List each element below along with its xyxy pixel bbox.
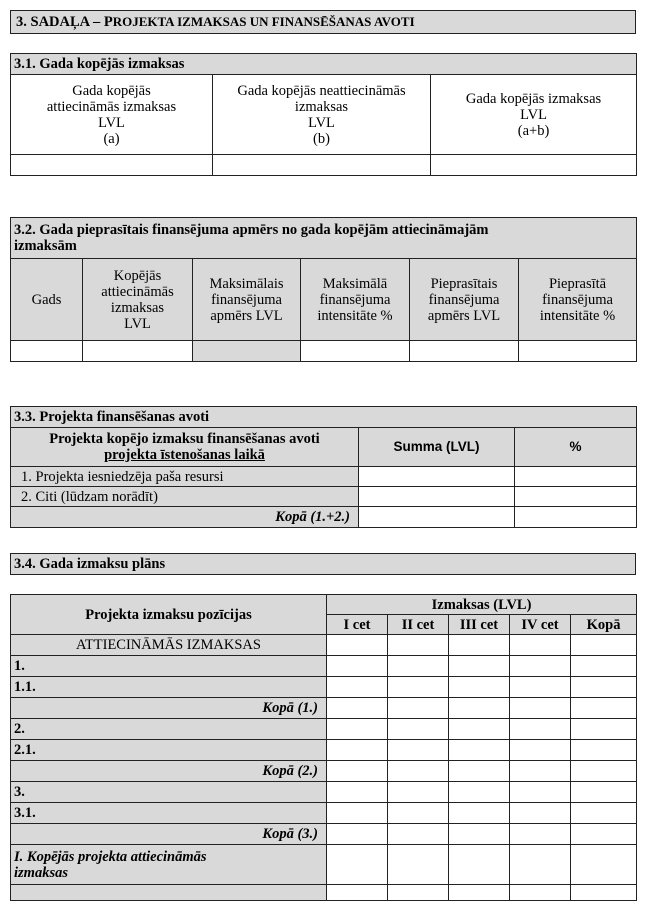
s34-cell[interactable] bbox=[449, 845, 510, 885]
s34-cell[interactable] bbox=[571, 719, 637, 740]
s31-col-b-l4: (b) bbox=[313, 130, 330, 147]
s32-header-requested-intensity bbox=[519, 259, 637, 341]
s34-cell[interactable] bbox=[449, 885, 510, 901]
s34-cell[interactable] bbox=[510, 761, 571, 782]
s34-cell[interactable] bbox=[571, 677, 637, 698]
s32-h0-l1: Gads bbox=[31, 291, 62, 308]
s32-header-max-intensity bbox=[301, 259, 410, 341]
s34-row-label: 3.1. bbox=[11, 803, 327, 824]
s34-title-table bbox=[10, 553, 636, 575]
s31-title: 3.1. Gada kopējās izmaksas bbox=[11, 54, 637, 75]
s34-cell[interactable] bbox=[571, 824, 637, 845]
s34-cell[interactable] bbox=[327, 656, 388, 677]
s32-h4-l1: Pieprasītais bbox=[430, 275, 498, 292]
table-row bbox=[11, 803, 637, 824]
s32-header-year bbox=[11, 259, 83, 341]
s32-input-year[interactable] bbox=[11, 341, 83, 362]
s32-h5-l3: intensitāte % bbox=[539, 307, 616, 324]
s32-input-requested-amount[interactable] bbox=[410, 341, 519, 362]
s34-cell[interactable] bbox=[571, 698, 637, 719]
s34-cell[interactable] bbox=[388, 635, 449, 656]
s33-row-own-resources: 1. Projekta iesniedzēja paša resursi bbox=[11, 467, 359, 487]
s32-title-l1: 3.2. Gada pieprasītais finansējuma apmērs no gada kopējām attiecināmajām bbox=[14, 222, 489, 238]
s34-cell[interactable] bbox=[327, 677, 388, 698]
s34-row-label: 3. bbox=[11, 782, 327, 803]
s34-cell[interactable] bbox=[510, 845, 571, 885]
s32-h5-l1: Pieprasītā bbox=[548, 275, 607, 292]
s34-q3-header: III cet bbox=[449, 615, 510, 635]
s34-cell[interactable] bbox=[388, 698, 449, 719]
s34-cell[interactable] bbox=[510, 885, 571, 901]
s34-cell[interactable] bbox=[571, 740, 637, 761]
s34-grand-total-l2: izmaksas bbox=[14, 864, 68, 881]
s33-sum-header: Summa (LVL) bbox=[359, 428, 515, 467]
s33-input-pct-total[interactable] bbox=[515, 507, 637, 528]
section-header bbox=[11, 11, 636, 34]
s34-cell[interactable] bbox=[571, 845, 637, 885]
s34-cell[interactable] bbox=[327, 845, 388, 885]
s34-cell[interactable] bbox=[449, 719, 510, 740]
s34-cell[interactable] bbox=[388, 719, 449, 740]
s34-cell[interactable] bbox=[327, 824, 388, 845]
s32-h3-l2: finansējuma bbox=[319, 291, 391, 308]
s34-cell[interactable] bbox=[388, 782, 449, 803]
s34-cell[interactable] bbox=[388, 885, 449, 901]
s34-cell[interactable] bbox=[327, 740, 388, 761]
s34-row-total-label: Kopā (1.) bbox=[11, 698, 327, 719]
table-row bbox=[11, 761, 637, 782]
s31-col-b-header bbox=[213, 75, 431, 155]
s34-bottom-label-cell bbox=[11, 885, 327, 901]
s31-input-a[interactable] bbox=[11, 155, 213, 176]
s34-cell[interactable] bbox=[571, 635, 637, 656]
s34-cell[interactable] bbox=[388, 677, 449, 698]
s31-col-b-l3: LVL bbox=[308, 114, 335, 131]
s34-cell[interactable] bbox=[510, 824, 571, 845]
s32-header-total-eligible bbox=[83, 259, 193, 341]
s34-cell[interactable] bbox=[510, 803, 571, 824]
s31-input-b[interactable] bbox=[213, 155, 431, 176]
s34-cell[interactable] bbox=[327, 635, 388, 656]
s34-q1-header: I cet bbox=[327, 615, 388, 635]
s34-row-label: 1. bbox=[11, 656, 327, 677]
s34-cell[interactable] bbox=[388, 803, 449, 824]
s31-col-b-l2: izmaksas bbox=[294, 98, 349, 115]
s33-title: 3.3. Projekta finansēšanas avoti bbox=[11, 407, 637, 428]
s34-q2-header: II cet bbox=[388, 615, 449, 635]
s32-h1-l3: izmaksas bbox=[110, 299, 165, 316]
s31-table bbox=[10, 53, 637, 176]
s34-cell[interactable] bbox=[449, 782, 510, 803]
s31-col-ab-l2: LVL bbox=[520, 106, 547, 123]
s33-source-header-l2: projekta īstenošanas laikā bbox=[104, 447, 265, 463]
s32-h5-l2: finansējuma bbox=[542, 291, 613, 308]
s31-col-a-l4: (a) bbox=[103, 130, 120, 147]
s34-row-label: 2. bbox=[11, 719, 327, 740]
s34-row-total-label: Kopā (2.) bbox=[11, 761, 327, 782]
table-row bbox=[11, 719, 637, 740]
s34-cell[interactable] bbox=[449, 824, 510, 845]
s33-input-sum-2[interactable] bbox=[359, 487, 515, 507]
s31-col-a-l2: attiecināmās izmaksas bbox=[46, 98, 177, 115]
s34-table bbox=[10, 594, 637, 901]
s33-pct-header: % bbox=[515, 428, 637, 467]
s34-cell[interactable] bbox=[327, 698, 388, 719]
s34-row-total-label: Kopā (3.) bbox=[11, 824, 327, 845]
s34-cell[interactable] bbox=[510, 698, 571, 719]
s34-cell[interactable] bbox=[449, 761, 510, 782]
s34-cell[interactable] bbox=[388, 740, 449, 761]
s32-input-max-amount bbox=[193, 341, 301, 362]
table-row bbox=[11, 656, 637, 677]
s33-input-sum-total[interactable] bbox=[359, 507, 515, 528]
s34-cell[interactable] bbox=[449, 635, 510, 656]
s32-h2-l2: finansējuma bbox=[211, 291, 282, 308]
s31-col-b-l1: Gada kopējās neattiecināmās bbox=[237, 82, 406, 99]
s32-h4-l3: apmērs LVL bbox=[427, 307, 501, 324]
s34-cell[interactable] bbox=[449, 656, 510, 677]
s34-row-label: 1.1. bbox=[11, 677, 327, 698]
s32-input-requested-intensity[interactable] bbox=[519, 341, 637, 362]
s34-cell[interactable] bbox=[571, 656, 637, 677]
section-header-title: ROJEKTA IZMAKSAS UN FINANSĒŠANAS AVOTI bbox=[112, 14, 415, 29]
s34-cell[interactable] bbox=[510, 740, 571, 761]
section-header-table bbox=[10, 10, 636, 34]
s32-h4-l2: finansējuma bbox=[428, 291, 500, 308]
table-row bbox=[11, 698, 637, 719]
s34-total-header: Kopā bbox=[571, 615, 637, 635]
table-row bbox=[11, 677, 637, 698]
s33-row-other: 2. Citi (lūdzam norādīt) bbox=[11, 487, 359, 507]
s34-cell[interactable] bbox=[571, 885, 637, 901]
s33-input-pct-1[interactable] bbox=[515, 467, 637, 487]
s32-h2-l3: apmērs LVL bbox=[210, 307, 283, 324]
s32-h3-l3: intensitāte % bbox=[317, 307, 393, 324]
s34-cell[interactable] bbox=[510, 782, 571, 803]
s34-eligible-header: ATTIECINĀMĀS IZMAKSAS bbox=[11, 635, 327, 656]
s31-col-a-l3: LVL bbox=[98, 114, 125, 131]
s33-total-label: Kopā (1.+2.) bbox=[11, 507, 359, 528]
s34-cell[interactable] bbox=[327, 885, 388, 901]
s34-cell[interactable] bbox=[327, 803, 388, 824]
s32-h1-l1: Kopējās bbox=[113, 267, 162, 284]
s34-cell[interactable] bbox=[449, 740, 510, 761]
s34-cell[interactable] bbox=[449, 677, 510, 698]
s32-input-total-eligible[interactable] bbox=[83, 341, 193, 362]
s32-header-max-amount bbox=[193, 259, 301, 341]
s31-col-ab-header bbox=[431, 75, 637, 155]
section-header-prefix: 3. SADAĻA – P bbox=[16, 14, 113, 30]
s32-input-max-intensity[interactable] bbox=[301, 341, 410, 362]
s32-h2-l1: Maksimālais bbox=[209, 275, 284, 292]
s34-cell[interactable] bbox=[510, 635, 571, 656]
s32-h3-l1: Maksimālā bbox=[322, 275, 388, 292]
s33-source-header bbox=[11, 428, 359, 467]
s34-cell[interactable] bbox=[327, 761, 388, 782]
s34-grand-total-l1: I. Kopējās projekta attiecināmās bbox=[14, 848, 207, 865]
s34-q4-header: IV cet bbox=[510, 615, 571, 635]
s34-positions-header: Projekta izmaksu pozīcijas bbox=[11, 595, 327, 635]
s32-header-requested-amount bbox=[410, 259, 519, 341]
s34-cell[interactable] bbox=[449, 803, 510, 824]
s34-cell[interactable] bbox=[388, 656, 449, 677]
s33-table bbox=[10, 406, 637, 528]
s34-cell[interactable] bbox=[388, 824, 449, 845]
s33-input-sum-1[interactable] bbox=[359, 467, 515, 487]
s34-cell[interactable] bbox=[571, 803, 637, 824]
table-row bbox=[11, 824, 637, 845]
s31-col-ab-l3: (a+b) bbox=[517, 122, 550, 139]
table-row bbox=[11, 740, 637, 761]
s34-cell[interactable] bbox=[327, 719, 388, 740]
s32-h1-l4: LVL bbox=[124, 315, 151, 332]
s32-h1-l2: attiecināmās bbox=[101, 283, 174, 300]
s34-row-label: 2.1. bbox=[11, 740, 327, 761]
s34-cell[interactable] bbox=[571, 761, 637, 782]
s34-cell[interactable] bbox=[510, 656, 571, 677]
table-row bbox=[11, 845, 637, 885]
s34-title: 3.4. Gada izmaksu plāns bbox=[11, 554, 636, 575]
s32-title bbox=[11, 218, 637, 259]
s32-table bbox=[10, 217, 637, 362]
s33-input-pct-2[interactable] bbox=[515, 487, 637, 507]
s34-costs-header: Izmaksas (LVL) bbox=[327, 595, 637, 615]
s34-cell[interactable] bbox=[571, 782, 637, 803]
s34-cell[interactable] bbox=[510, 719, 571, 740]
s34-cell[interactable] bbox=[510, 677, 571, 698]
s34-grand-total-label bbox=[11, 845, 327, 885]
s32-title-l2: izmaksām bbox=[14, 238, 77, 254]
s31-col-ab-l1: Gada kopējās izmaksas bbox=[465, 90, 602, 107]
s34-cell[interactable] bbox=[449, 698, 510, 719]
s31-col-a-header bbox=[11, 75, 213, 155]
s33-source-header-l1: Projekta kopējo izmaksu finansēšanas avoti bbox=[49, 431, 320, 447]
s34-cell[interactable] bbox=[388, 761, 449, 782]
s31-input-ab[interactable] bbox=[431, 155, 637, 176]
s31-col-a-l1: Gada kopējās bbox=[72, 82, 151, 99]
s34-cell[interactable] bbox=[388, 845, 449, 885]
s34-cell[interactable] bbox=[327, 782, 388, 803]
table-row bbox=[11, 782, 637, 803]
